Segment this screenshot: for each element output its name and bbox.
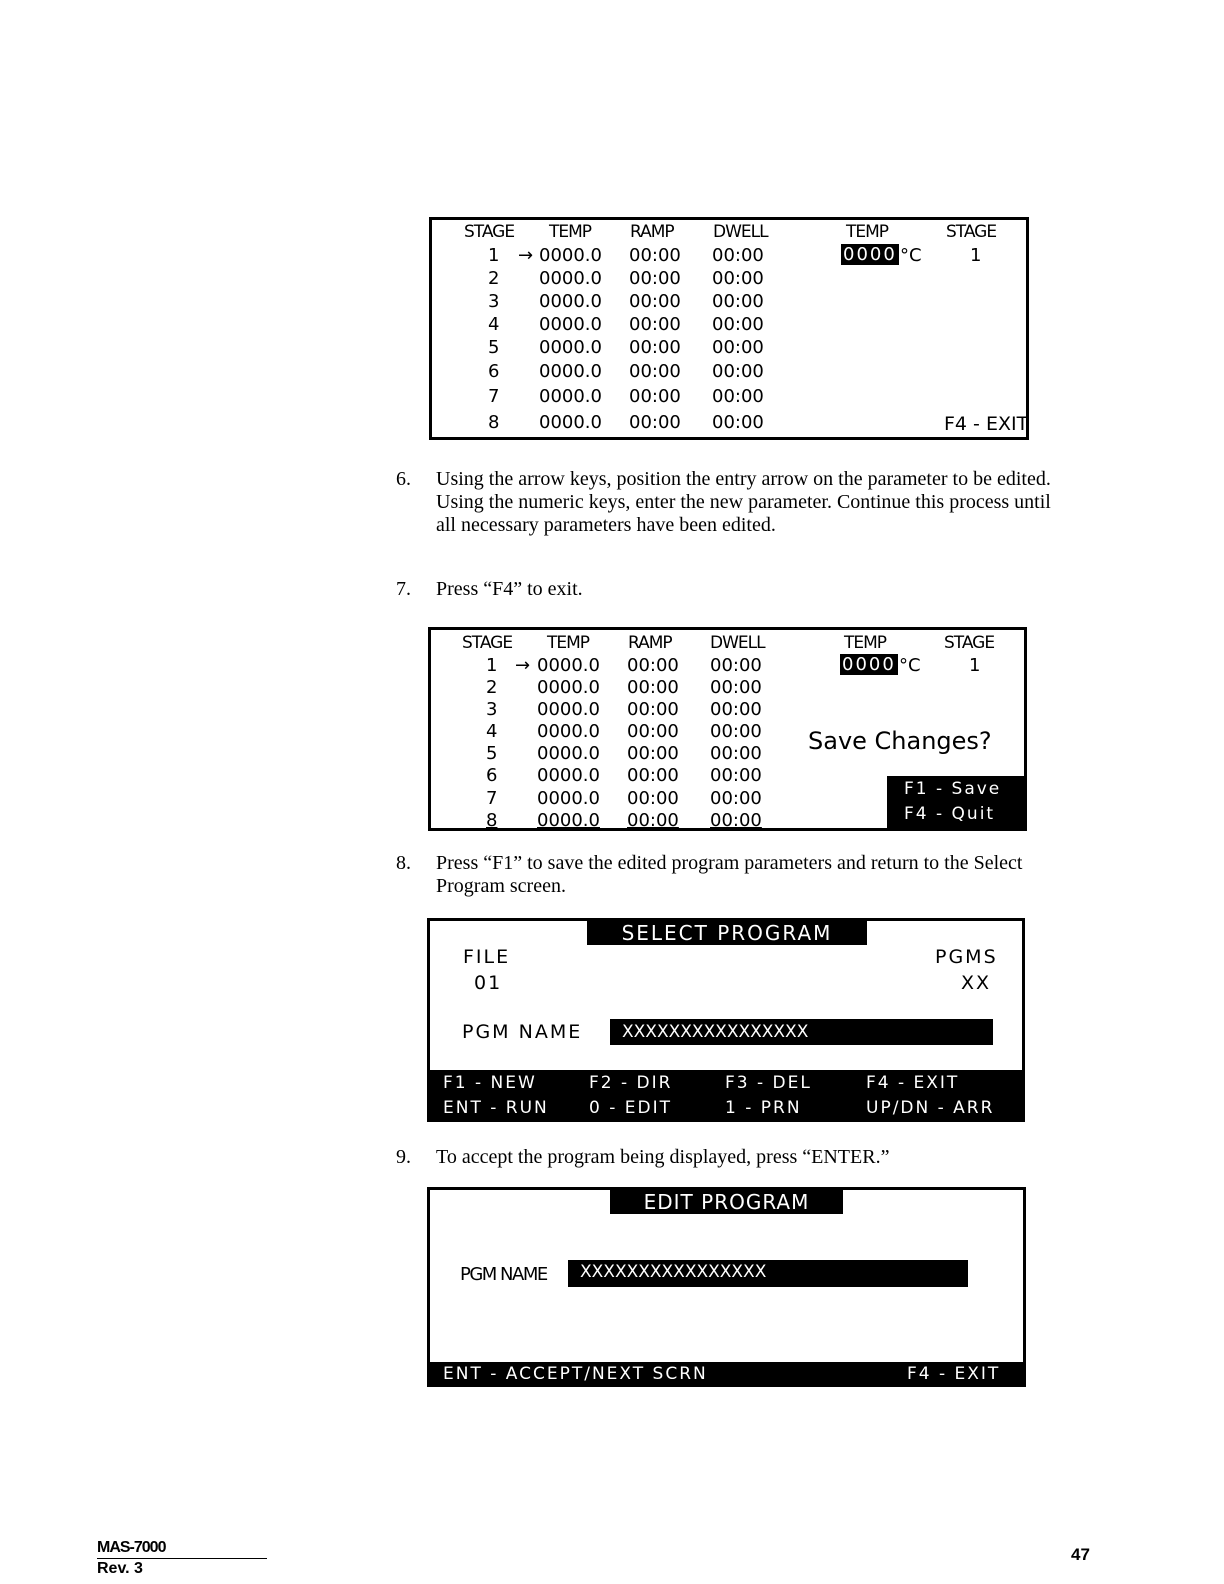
temp-value[interactable]: 0000.0	[537, 721, 600, 742]
stage-number: 4	[488, 314, 500, 335]
header-dwell: DWELL	[713, 222, 768, 242]
dwell-value[interactable]: 00:00	[710, 721, 762, 742]
dwell-value[interactable]: 00:00	[710, 677, 762, 698]
temp-unit: °C	[900, 245, 922, 266]
pgm-name-label: PGM NAME	[460, 1264, 547, 1285]
ent-run-key[interactable]: ENT - RUN	[443, 1098, 549, 1118]
temp-value[interactable]: 0000.0	[537, 810, 600, 831]
stage-number: 4	[486, 721, 498, 742]
dwell-value[interactable]: 00:00	[710, 765, 762, 786]
temp-value[interactable]: 0000.0	[539, 337, 602, 358]
temp-value[interactable]: 0000.0	[537, 699, 600, 720]
ramp-value[interactable]: 00:00	[627, 765, 679, 786]
header-ramp: RAMP	[628, 633, 672, 653]
temp-value[interactable]: 0000.0	[539, 386, 602, 407]
header-temp: TEMP	[549, 222, 592, 242]
temp-value[interactable]: 0000.0	[537, 788, 600, 809]
f1-save-key[interactable]: F1 - Save	[904, 779, 1002, 799]
ramp-value[interactable]: 00:00	[629, 361, 681, 382]
header-current-temp: TEMP	[846, 222, 889, 242]
stage-number: 2	[488, 268, 500, 289]
page-number: 47	[1071, 1545, 1090, 1564]
dwell-value[interactable]: 00:00	[710, 810, 762, 831]
temp-value[interactable]: 0000.0	[539, 361, 602, 382]
file-number[interactable]: 01	[474, 972, 503, 994]
pgm-name-label: PGM NAME	[462, 1021, 583, 1043]
dwell-value[interactable]: 00:00	[712, 291, 764, 312]
header-ramp: RAMP	[630, 222, 674, 242]
temp-value[interactable]: 0000.0	[539, 268, 602, 289]
stage-number: 8	[486, 810, 498, 831]
current-temp-readout: 0000	[843, 244, 897, 265]
ramp-value[interactable]: 00:00	[627, 721, 679, 742]
stage-number: 6	[486, 765, 498, 786]
ramp-value[interactable]: 00:00	[629, 337, 681, 358]
current-temp-readout: 0000	[842, 654, 896, 675]
header-stage: STAGE	[464, 222, 515, 242]
ent-accept-key[interactable]: ENT - ACCEPT/NEXT SCRN	[443, 1364, 708, 1384]
stage-number: 3	[486, 699, 498, 720]
stage-number: 2	[486, 677, 498, 698]
stage-number: 5	[488, 337, 500, 358]
arrow-keys[interactable]: UP/DN - ARR	[866, 1098, 995, 1118]
temp-unit: °C	[899, 655, 921, 676]
temp-value[interactable]: 0000.0	[537, 677, 600, 698]
ramp-value[interactable]: 00:00	[627, 743, 679, 764]
temp-value[interactable]: 0000.0	[537, 655, 600, 676]
dwell-value[interactable]: 00:00	[712, 412, 764, 433]
screen-title: EDIT PROGRAM	[610, 1190, 843, 1214]
revision: Rev. 3	[97, 1560, 143, 1577]
ramp-value[interactable]: 00:00	[627, 655, 679, 676]
step-text: Press “F1” to save the edited program parameters and return to the Select Program screen.	[436, 852, 1023, 897]
step-number: 6.	[396, 468, 411, 490]
dwell-value[interactable]: 00:00	[710, 743, 762, 764]
step-number: 8.	[396, 852, 411, 874]
f1-new-key[interactable]: F1 - NEW	[443, 1073, 537, 1093]
pgm-name-field[interactable]: XXXXXXXXXXXXXXXX	[610, 1019, 993, 1045]
stage-number: 6	[488, 361, 500, 382]
dwell-value[interactable]: 00:00	[710, 788, 762, 809]
temp-value[interactable]: 0000.0	[539, 412, 602, 433]
pgms-count: XX	[961, 972, 992, 994]
stage-number: 7	[488, 386, 500, 407]
stage-number: 1	[486, 655, 498, 676]
dwell-value[interactable]: 00:00	[710, 699, 762, 720]
ramp-value[interactable]: 00:00	[629, 291, 681, 312]
temp-value[interactable]: 0000.0	[539, 314, 602, 335]
ramp-value[interactable]: 00:00	[629, 412, 681, 433]
function-key-bar	[430, 1070, 1022, 1122]
step-number: 7.	[396, 578, 411, 600]
current-stage-readout: 1	[969, 655, 981, 676]
entry-arrow-icon: →	[518, 245, 534, 266]
stage-number: 7	[486, 788, 498, 809]
temp-value[interactable]: 0000.0	[537, 743, 600, 764]
header-stage: STAGE	[462, 633, 513, 653]
f4-exit-key[interactable]: F4 - EXIT	[866, 1073, 960, 1093]
ramp-value[interactable]: 00:00	[629, 268, 681, 289]
current-stage-readout: 1	[970, 245, 982, 266]
edit-key[interactable]: 0 - EDIT	[589, 1098, 672, 1118]
entry-arrow-icon: →	[515, 655, 531, 676]
edit-program-screen	[427, 1187, 1026, 1387]
stage-number: 3	[488, 291, 500, 312]
dwell-value[interactable]: 00:00	[712, 386, 764, 407]
header-current-stage: STAGE	[944, 633, 995, 653]
save-changes-screen	[428, 627, 1027, 831]
pgm-name-field[interactable]: XXXXXXXXXXXXXXXX	[568, 1260, 968, 1287]
stage-number: 8	[488, 412, 500, 433]
dwell-value[interactable]: 00:00	[712, 314, 764, 335]
step-text: Press “F4” to exit.	[436, 578, 583, 600]
temp-value[interactable]: 0000.0	[539, 291, 602, 312]
stage-number: 1	[488, 245, 500, 266]
f3-del-key[interactable]: F3 - DEL	[725, 1073, 812, 1093]
step-text: To accept the program being displayed, press “ENTER.”	[436, 1146, 890, 1168]
step-text: Using the arrow keys, position the entry arrow on the parameter to be edited. Using the numeric keys, enter the new parameter. Continue this process until all necessary parameters have been edited.	[436, 468, 1051, 536]
print-key[interactable]: 1 - PRN	[725, 1098, 802, 1118]
function-key-bar	[430, 1362, 1023, 1387]
f4-exit-key[interactable]: F4 - EXIT	[944, 413, 1029, 435]
dwell-value[interactable]: 00:00	[712, 245, 764, 266]
f2-dir-key[interactable]: F2 - DIR	[589, 1073, 673, 1093]
ramp-value[interactable]: 00:00	[627, 699, 679, 720]
pgms-label: PGMS	[935, 946, 998, 968]
f4-exit-key[interactable]: F4 - EXIT	[907, 1364, 1001, 1384]
step-number: 9.	[396, 1146, 411, 1168]
document-id: MAS-7000	[97, 1539, 166, 1556]
header-dwell: DWELL	[710, 633, 765, 653]
footer-rule	[97, 1558, 267, 1559]
save-changes-prompt: Save Changes?	[808, 727, 992, 755]
f4-quit-key[interactable]: F4 - Quit	[904, 804, 996, 824]
temp-value[interactable]: 0000.0	[537, 765, 600, 786]
header-temp: TEMP	[547, 633, 590, 653]
file-label: FILE	[463, 946, 511, 968]
ramp-value[interactable]: 00:00	[627, 788, 679, 809]
select-program-screen	[427, 918, 1025, 1122]
dwell-value[interactable]: 00:00	[712, 268, 764, 289]
save-quit-keys	[887, 776, 1027, 829]
stage-edit-screen	[429, 217, 1029, 440]
ramp-value[interactable]: 00:00	[627, 810, 679, 831]
temp-value[interactable]: 0000.0	[539, 245, 602, 266]
dwell-value[interactable]: 00:00	[712, 337, 764, 358]
ramp-value[interactable]: 00:00	[627, 677, 679, 698]
ramp-value[interactable]: 00:00	[629, 314, 681, 335]
header-current-stage: STAGE	[946, 222, 997, 242]
ramp-value[interactable]: 00:00	[629, 386, 681, 407]
dwell-value[interactable]: 00:00	[712, 361, 764, 382]
stage-number: 5	[486, 743, 498, 764]
ramp-value[interactable]: 00:00	[629, 245, 681, 266]
header-current-temp: TEMP	[844, 633, 887, 653]
dwell-value[interactable]: 00:00	[710, 655, 762, 676]
screen-title: SELECT PROGRAM	[587, 921, 867, 945]
